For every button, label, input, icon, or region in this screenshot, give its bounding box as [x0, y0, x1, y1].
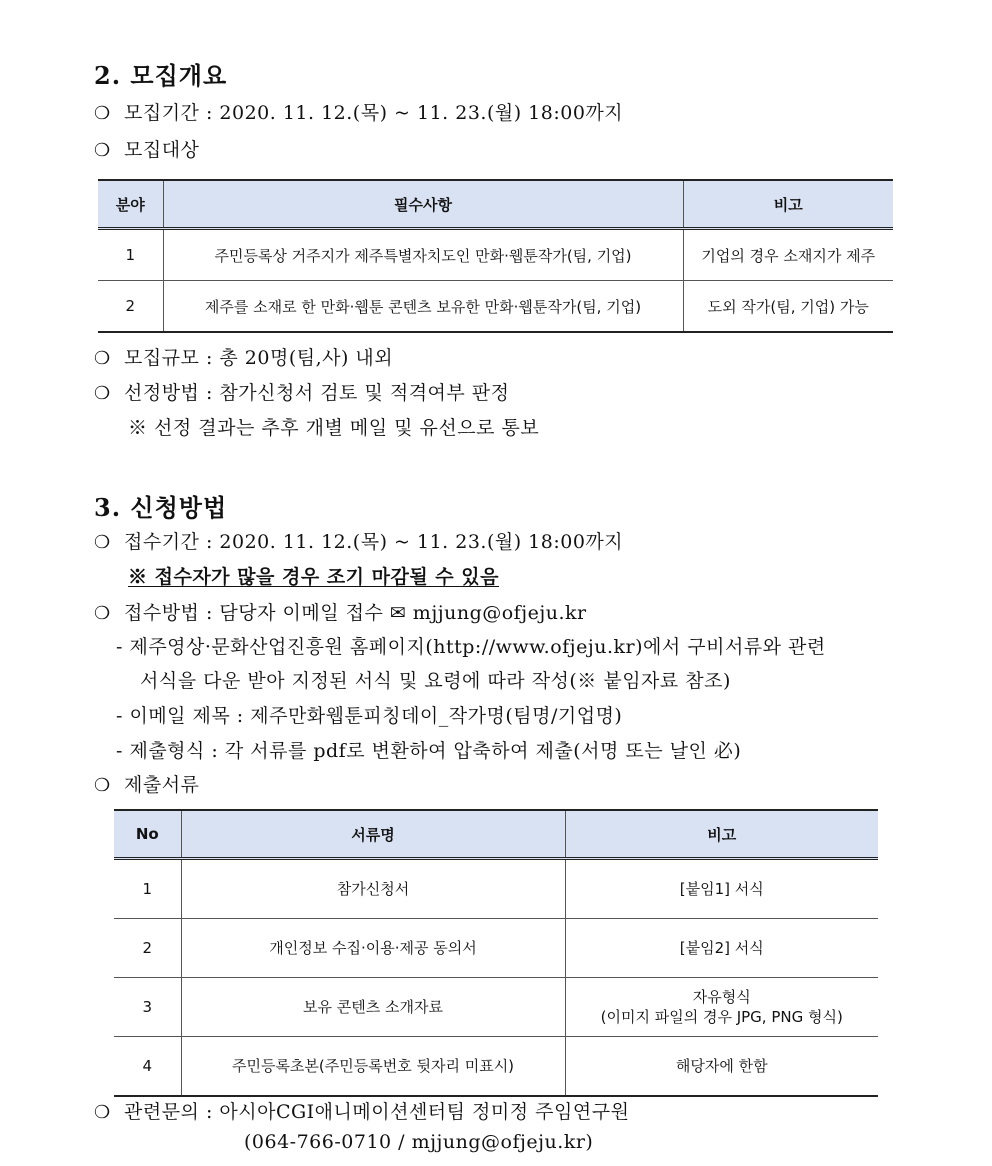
selection-method-text: 선정방법 : 참가신청서 검토 및 적격여부 판정	[124, 382, 510, 404]
cell-no: 1	[114, 859, 181, 919]
recruit-period-line	[94, 98, 623, 125]
table-row	[114, 919, 878, 978]
cell-document-name: 개인정보 수집·이용·제공 동의서	[181, 919, 565, 978]
bullet-circle-icon: ❍	[94, 383, 111, 404]
cell-document-name: 보유 콘텐츠 소개자료	[181, 978, 565, 1037]
cell-note: 도외 작가(팀, 기업) 가능	[683, 281, 893, 333]
cell-no: 3	[114, 978, 181, 1037]
homepage-instruction-line1: - 제주영상·문화산업진흥원 홈페이지(http://www.ofjeju.kr)에서 구비서류와 관련	[116, 636, 826, 658]
documents-text: 제출서류	[124, 774, 200, 796]
cell-document-name: 참가신청서	[181, 859, 565, 919]
cell-requirement: 제주를 소재로 한 만화·웹툰 콘텐츠 보유한 만화·웹툰작가(팀, 기업)	[163, 281, 683, 333]
recruit-target-table	[98, 179, 893, 333]
selection-method-line	[94, 378, 510, 405]
apply-period-line	[94, 527, 623, 554]
table-row	[114, 978, 878, 1037]
bullet-circle-icon: ❍	[94, 1102, 111, 1123]
bullet-circle-icon: ❍	[94, 348, 111, 369]
table-header-row	[98, 180, 893, 229]
section-2-title: 2. 모집개요	[94, 61, 228, 90]
cell-note: 자유형식 (이미지 파일의 경우 JPG, PNG 형식)	[565, 978, 878, 1037]
recruit-target-text: 모집대상	[124, 139, 200, 161]
apply-period-text: 접수기간 : 2020. 11. 12.(목) ~ 11. 23.(월) 18:00까지	[124, 531, 624, 553]
cell-note: 기업의 경우 소재지가 제주	[683, 229, 893, 281]
cell-document-name: 주민등록초본(주민등록번호 뒷자리 미표시)	[181, 1037, 565, 1097]
contact-line	[94, 1097, 629, 1124]
recruit-scale-line	[94, 343, 393, 370]
cell-no: 2	[114, 919, 181, 978]
cell-no: 4	[114, 1037, 181, 1097]
bullet-circle-icon: ❍	[94, 140, 111, 161]
email-subject-line: - 이메일 제목 : 제주만화웹툰피칭데이_작가명(팀명/기업명)	[116, 705, 623, 727]
table-row	[98, 229, 893, 281]
bullet-circle-icon: ❍	[94, 775, 111, 796]
selection-note: ※ 선정 결과는 추후 개별 메일 및 유선으로 통보	[128, 417, 540, 439]
cell-note: [붙임2] 서식	[565, 919, 878, 978]
cell-note: 해당자에 한함	[565, 1037, 878, 1097]
header-note: 비고	[683, 180, 893, 229]
documents-table	[114, 809, 878, 1097]
early-close-note: ※ 접수자가 많을 경우 조기 마감될 수 있음	[128, 566, 499, 588]
recruit-scale-text: 모집규모 : 총 20명(팀,사) 내외	[124, 347, 394, 369]
contact-details: (064-766-0710 / mjjung@ofjeju.kr)	[244, 1131, 594, 1153]
contact-text: 관련문의 : 아시아CGI애니메이션센터팀 정미정 주임연구원	[124, 1101, 630, 1123]
recruit-target-line	[94, 135, 199, 162]
header-document-name: 서류명	[181, 810, 565, 859]
table-row	[98, 281, 893, 333]
table-header-row	[114, 810, 878, 859]
cell-note: [붙임1] 서식	[565, 859, 878, 919]
header-note: 비고	[565, 810, 878, 859]
recruit-period-text: 모집기간 : 2020. 11. 12.(목) ~ 11. 23.(월) 18:00까지	[124, 102, 624, 124]
cell-no: 2	[98, 281, 163, 333]
homepage-instruction-line2: 서식을 다운 받아 지정된 서식 및 요령에 따라 작성(※ 붙임자료 참조)	[140, 670, 731, 692]
section-3-title: 3. 신청방법	[94, 493, 228, 522]
submission-format-line: - 제출형식 : 각 서류를 pdf로 변환하여 압축하여 제출(서명 또는 날인 必)	[116, 740, 742, 762]
bullet-circle-icon: ❍	[94, 103, 111, 124]
cell-no: 1	[98, 229, 163, 281]
table-row	[114, 859, 878, 919]
table-row	[114, 1037, 878, 1097]
apply-method-text: 접수방법 : 담당자 이메일 접수 ✉ mjjung@ofjeju.kr	[124, 602, 587, 624]
header-field: 분야	[98, 180, 163, 229]
header-no: No	[114, 810, 181, 859]
bullet-circle-icon: ❍	[94, 603, 111, 624]
header-requirement: 필수사항	[163, 180, 683, 229]
cell-requirement: 주민등록상 거주지가 제주특별자치도인 만화·웹툰작가(팀, 기업)	[163, 229, 683, 281]
documents-line	[94, 770, 199, 797]
bullet-circle-icon: ❍	[94, 532, 111, 553]
apply-method-line	[94, 598, 587, 625]
